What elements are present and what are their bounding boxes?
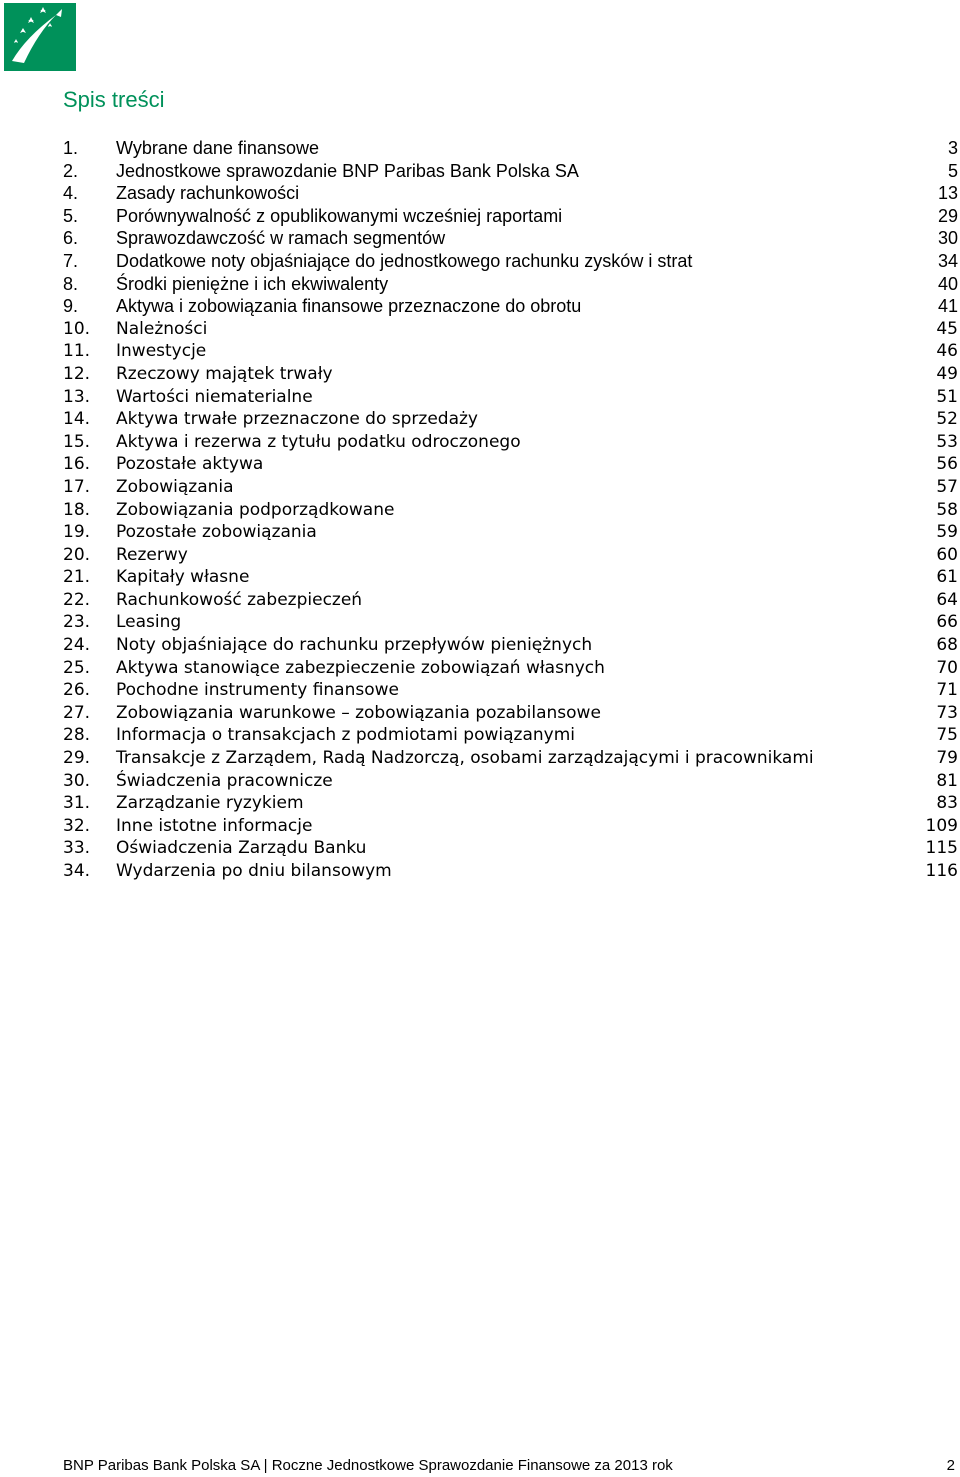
toc-entry-num: 9. [63, 296, 79, 317]
toc-entry-num: 20. [63, 544, 91, 565]
toc-entry-page: 56 [936, 454, 958, 475]
toc-entry-label: Rezerwy [116, 544, 188, 565]
toc-entry-page: 66 [936, 612, 958, 633]
toc-entry[interactable] [63, 747, 958, 770]
toc-entry-label: Inwestycje [116, 341, 207, 362]
toc-entry[interactable] [63, 679, 958, 702]
toc-entry-page: 3 [947, 138, 958, 158]
toc-entry[interactable] [63, 657, 958, 680]
toc-entry-label: Wartości niematerialne [116, 386, 313, 407]
toc-entry-page: 61 [936, 567, 958, 588]
toc-entry-label: Aktywa i zobowiązania finansowe przeznaczone do obrotu [116, 296, 582, 317]
toc-entry-label: Rachunkowość zabezpieczeń [116, 589, 363, 610]
toc-entry-page: 71 [936, 680, 958, 701]
toc-entry-num: 32. [63, 815, 91, 836]
toc-entry-label: Sprawozdawczość w ramach segmentów [116, 228, 446, 249]
toc-entry-num: 26. [63, 680, 91, 701]
toc-entry-num: 15. [63, 431, 91, 452]
toc-entry-page: 75 [936, 725, 958, 746]
toc-entry[interactable] [63, 408, 958, 431]
footer-text: BNP Paribas Bank Polska SA | Roczne Jednostkowe Sprawozdanie Finansowe za 2013 rok [63, 1457, 673, 1474]
toc-entry-num: 33. [63, 838, 91, 859]
toc-entry-page: 116 [925, 861, 958, 881]
toc-entry-num: 23. [63, 612, 91, 633]
toc-entry[interactable] [63, 611, 958, 634]
toc-entry-label: Zobowiązania warunkowe – zobowiązania pozabilansowe [116, 702, 601, 723]
toc-entry-page: 30 [937, 228, 958, 249]
toc-entry-label: Inne istotne informacje [116, 815, 313, 836]
toc-entry-num: 34. [63, 861, 91, 881]
toc-entry-page: 45 [936, 318, 958, 339]
toc-entry-label: Dodatkowe noty objaśniające do jednostkowego rachunku zysków i strat [116, 250, 693, 271]
toc-entry[interactable] [63, 137, 958, 160]
toc-entry-num: 10. [63, 318, 91, 339]
toc-entry-label: Wydarzenia po dniu bilansowym [116, 861, 392, 881]
toc-entry-num: 1. [63, 138, 79, 158]
toc-entry-label: Transakcje z Zarządem, Radą Nadzorczą, osobami zarządzającymi i pracownikami [116, 748, 814, 769]
page-title: Spis treści [63, 87, 165, 112]
toc-entry-num: 28. [63, 725, 91, 746]
toc-entry-num: 2. [63, 160, 79, 181]
toc-entry-num: 11. [63, 341, 91, 362]
toc-entry-label: Zobowiązania [116, 476, 234, 497]
toc-entry[interactable] [63, 860, 958, 883]
toc-entry-label: Pozostałe zobowiązania [116, 522, 317, 543]
toc-entry-label: Oświadczenia Zarządu Banku [116, 838, 367, 859]
toc-entry-page: 83 [936, 793, 958, 814]
toc-entry-num: 5. [63, 205, 79, 226]
toc-entry-label: Wybrane dane finansowe [116, 138, 319, 158]
toc-entry-label: Leasing [116, 612, 182, 633]
toc-entry[interactable] [63, 724, 958, 747]
toc-entry-label: Pochodne instrumenty finansowe [116, 680, 399, 701]
page-footer [63, 1456, 955, 1476]
toc-entry[interactable] [63, 160, 958, 183]
toc-entry-page: 53 [936, 431, 958, 452]
toc-entry-num: 7. [63, 250, 79, 271]
toc-entry-page: 60 [936, 544, 958, 565]
toc-entry-page: 40 [937, 273, 958, 294]
toc-entry-page: 79 [936, 748, 958, 769]
toc-entry-label: Zobowiązania podporządkowane [116, 499, 395, 520]
toc-entry[interactable] [63, 544, 958, 567]
bnp-paribas-logo [4, 3, 76, 71]
toc-entry[interactable] [63, 182, 958, 205]
toc-entry-label: Pozostałe aktywa [116, 454, 264, 475]
toc-entry[interactable] [63, 499, 958, 522]
toc-entry-label: Informacja o transakcjach z podmiotami powiązanymi [116, 725, 575, 746]
table-of-contents [63, 137, 958, 883]
toc-entry[interactable] [63, 566, 958, 589]
toc-entry[interactable] [63, 770, 958, 793]
toc-entry[interactable] [63, 589, 958, 612]
toc-entry[interactable] [63, 634, 958, 657]
toc-entry[interactable] [63, 702, 958, 725]
toc-entry-num: 27. [63, 702, 91, 723]
toc-entry[interactable] [63, 205, 958, 228]
toc-entry-num: 31. [63, 793, 91, 814]
toc-entry-page: 52 [936, 409, 958, 430]
toc-entry-page: 5 [947, 160, 958, 181]
toc-entry-num: 14. [63, 409, 91, 430]
toc-entry[interactable] [63, 318, 958, 341]
toc-entry[interactable] [63, 295, 958, 318]
toc-entry-page: 49 [936, 363, 958, 384]
toc-entry-label: Rzeczowy majątek trwały [116, 363, 333, 384]
toc-entry-num: 6. [63, 228, 79, 249]
toc-entry[interactable] [63, 250, 958, 273]
toc-entry-num: 19. [63, 522, 91, 543]
toc-entry[interactable] [63, 792, 958, 815]
toc-entry-num: 16. [63, 454, 91, 475]
toc-entry-num: 21. [63, 567, 91, 588]
toc-entry-label: Należności [116, 318, 208, 339]
toc-entry[interactable] [63, 431, 958, 454]
toc-entry-page: 58 [936, 499, 958, 520]
toc-entry[interactable] [63, 363, 958, 386]
toc-entry-page: 64 [936, 589, 958, 610]
toc-entry-page: 81 [936, 770, 958, 791]
toc-entry[interactable] [63, 227, 958, 250]
toc-entry[interactable] [63, 815, 958, 838]
toc-entry-num: 12. [63, 363, 91, 384]
toc-entry-num: 8. [63, 273, 79, 294]
toc-entry-page: 73 [936, 702, 958, 723]
toc-entry-label: Aktywa trwałe przeznaczone do sprzedaży [116, 409, 478, 430]
toc-entry[interactable] [63, 386, 958, 409]
toc-entry-num: 22. [63, 589, 91, 610]
toc-entry-num: 17. [63, 476, 91, 497]
toc-entry-label: Jednostkowe sprawozdanie BNP Paribas Bank Polska SA [116, 160, 579, 181]
toc-entry-num: 13. [63, 386, 91, 407]
toc-entry-label: Zasady rachunkowości [116, 183, 300, 204]
toc-entry-label: Porównywalność z opublikowanymi wcześniej raportami [116, 205, 563, 226]
toc-entry-page: 41 [937, 296, 958, 317]
toc-entry[interactable] [63, 273, 958, 296]
toc-entry-page: 34 [937, 250, 958, 271]
toc-entry-label: Świadczenia pracownicze [116, 770, 333, 791]
toc-entry-label: Zarządzanie ryzykiem [116, 793, 304, 814]
toc-entry-page: 57 [936, 476, 958, 497]
toc-entry-label: Noty objaśniające do rachunku przepływów pieniężnych [116, 635, 593, 656]
toc-entry-label: Aktywa i rezerwa z tytułu podatku odroczonego [116, 431, 521, 452]
toc-entry-page: 68 [936, 635, 958, 656]
toc-entry[interactable] [63, 521, 958, 544]
toc-entry-num: 29. [63, 748, 91, 769]
toc-entry-label: Aktywa stanowiące zabezpieczenie zobowiązań własnych [116, 657, 605, 678]
toc-entry-page: 51 [936, 386, 958, 407]
toc-entry-label: Środki pieniężne i ich ekwiwalenty [116, 273, 389, 294]
footer-page-number: 2 [946, 1457, 955, 1474]
toc-entry[interactable] [63, 340, 958, 363]
toc-entry-page: 109 [925, 815, 958, 836]
toc-entry-page: 59 [936, 522, 958, 543]
toc-entry-num: 25. [63, 657, 91, 678]
toc-entry[interactable] [63, 476, 958, 499]
bnp-paribas-stars-icon [4, 3, 76, 71]
toc-entry-num: 4. [63, 183, 79, 204]
toc-entry[interactable] [63, 837, 958, 860]
toc-entry-page: 29 [937, 205, 958, 226]
toc-entry-label: Kapitały własne [116, 567, 250, 588]
toc-entry-num: 18. [63, 499, 91, 520]
toc-entry-page: 115 [925, 838, 958, 859]
toc-entry-page: 70 [936, 657, 958, 678]
toc-entry-page: 13 [937, 183, 958, 204]
toc-entry[interactable] [63, 453, 958, 476]
toc-entry-num: 24. [63, 635, 91, 656]
toc-entry-num: 30. [63, 770, 91, 791]
toc-entry-page: 46 [936, 341, 958, 362]
